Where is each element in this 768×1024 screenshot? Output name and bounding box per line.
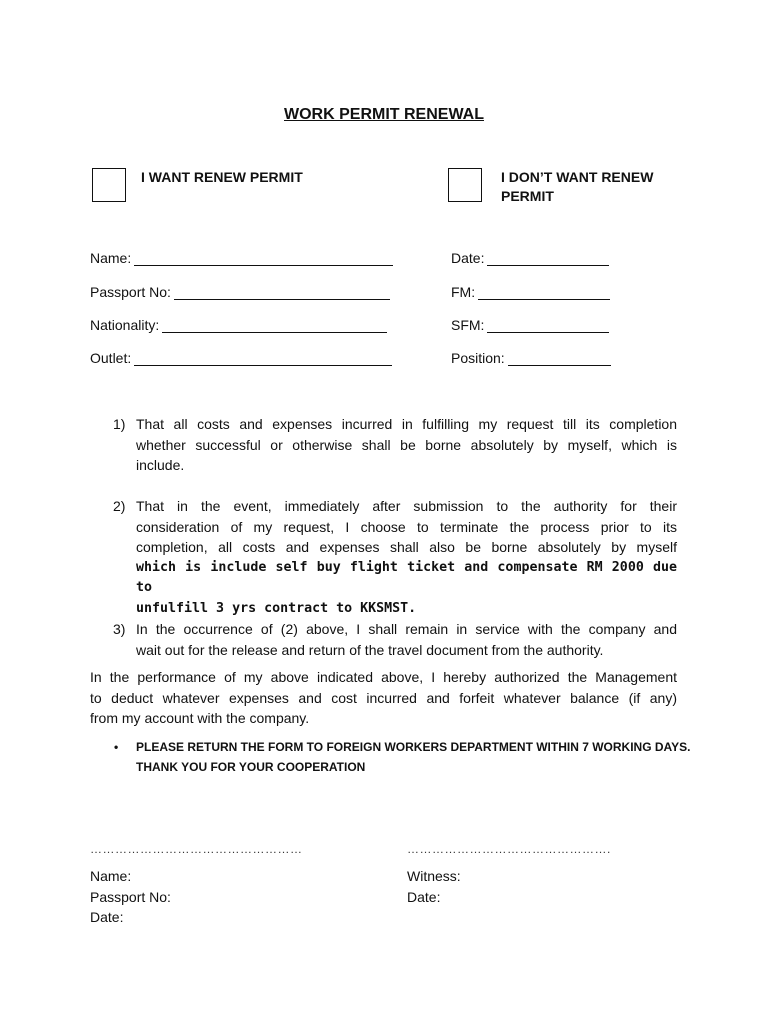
clause-2-line-3: completion, all costs and expenses shall also be borne absolutely by myself	[136, 539, 677, 555]
signature-line-employee[interactable]: ……………………………………………	[90, 842, 303, 856]
notice-bullet: •	[114, 740, 119, 754]
clause-3	[136, 619, 677, 660]
outlet-field-label: Outlet:	[90, 350, 132, 366]
date-field[interactable]	[451, 246, 609, 266]
nationality-field-label: Nationality:	[90, 317, 160, 333]
fm-field-line[interactable]	[478, 285, 610, 300]
clause-3-number: 3)	[113, 621, 126, 637]
witness-signature-block	[407, 866, 461, 907]
renew-label: I WANT RENEW PERMIT	[141, 169, 303, 185]
authorization-line-3: from my account with the company.	[90, 710, 310, 726]
witness-label: Witness:	[407, 868, 461, 884]
authorization-line-2: to deduct whatever expenses and cost incurred and forfeit whatever balance (if any)	[90, 689, 677, 706]
authorization-line-1: In the performance of my above indicated above, I hereby authorized the Management	[90, 669, 677, 685]
date-field-line[interactable]	[487, 251, 609, 266]
page-title: WORK PERMIT RENEWAL	[284, 106, 484, 123]
witness-date-label: Date:	[407, 888, 441, 905]
name-field-line[interactable]	[134, 251, 393, 266]
clause-2	[136, 496, 677, 619]
fm-field[interactable]	[451, 280, 610, 300]
position-field-label: Position:	[451, 350, 505, 366]
sfm-field-line[interactable]	[487, 318, 609, 333]
sfm-field-label: SFM:	[451, 317, 485, 333]
not-renew-label-line1: I DON’T WANT RENEW	[501, 169, 654, 185]
clause-1-line-3: include.	[136, 457, 185, 473]
renew-checkbox[interactable]	[92, 168, 126, 202]
name-field-label: Name:	[90, 250, 132, 266]
clause-2-line-4: which is include self buy flight ticket and compensate RM 2000 due to	[136, 559, 677, 595]
passport-field[interactable]	[90, 280, 390, 300]
clause-2-line-5: unfulfill 3 yrs contract to KKSMST.	[136, 600, 417, 616]
date-field-label: Date:	[451, 250, 485, 266]
clause-2-line-1: That in the event, immediately after submission to the authority for their	[136, 498, 677, 514]
employee-signature-block	[90, 866, 171, 928]
notice-line-2: THANK YOU FOR YOUR COOPERATION	[136, 760, 366, 774]
outlet-field[interactable]	[90, 346, 392, 366]
notice	[136, 737, 696, 777]
not-renew-label	[501, 168, 653, 206]
clause-3-line-1: In the occurrence of (2) above, I shall remain in service with the company and	[136, 621, 677, 637]
signature-line-witness[interactable]: ………………………………………….	[407, 842, 611, 856]
authorization-paragraph	[90, 667, 677, 729]
position-field[interactable]	[451, 346, 611, 366]
clause-2-number: 2)	[113, 498, 126, 514]
fm-field-label: FM:	[451, 284, 476, 300]
not-renew-label-line2: PERMIT	[501, 188, 554, 204]
notice-line-1: PLEASE RETURN THE FORM TO FOREIGN WORKERS DEPARTMENT WITHIN 7 WORKING DAYS.	[136, 740, 691, 754]
clause-3-line-2: wait out for the release and return of the travel document from the authority.	[136, 641, 604, 658]
clause-1-number: 1)	[113, 416, 126, 432]
clause-1-line-1: That all costs and expenses incurred in fulfilling my request till its completion	[136, 416, 677, 432]
outlet-field-line[interactable]	[134, 351, 392, 366]
position-field-line[interactable]	[508, 351, 611, 366]
passport-field-label: Passport No:	[90, 284, 171, 300]
signature-passport-label: Passport No:	[90, 888, 171, 905]
clause-2-line-2: consideration of my request, I choose to terminate the process prior to its	[136, 518, 677, 535]
nationality-field[interactable]	[90, 313, 387, 333]
passport-field-line[interactable]	[174, 285, 390, 300]
nationality-field-line[interactable]	[162, 318, 387, 333]
sfm-field[interactable]	[451, 313, 609, 333]
signature-date-label: Date:	[90, 909, 124, 925]
not-renew-checkbox[interactable]	[448, 168, 482, 202]
name-field[interactable]	[90, 246, 393, 266]
clause-1	[136, 414, 677, 476]
clause-1-line-2: whether successful or otherwise shall be borne absolutely by myself, which is	[136, 436, 677, 453]
signature-name-label: Name:	[90, 868, 132, 884]
